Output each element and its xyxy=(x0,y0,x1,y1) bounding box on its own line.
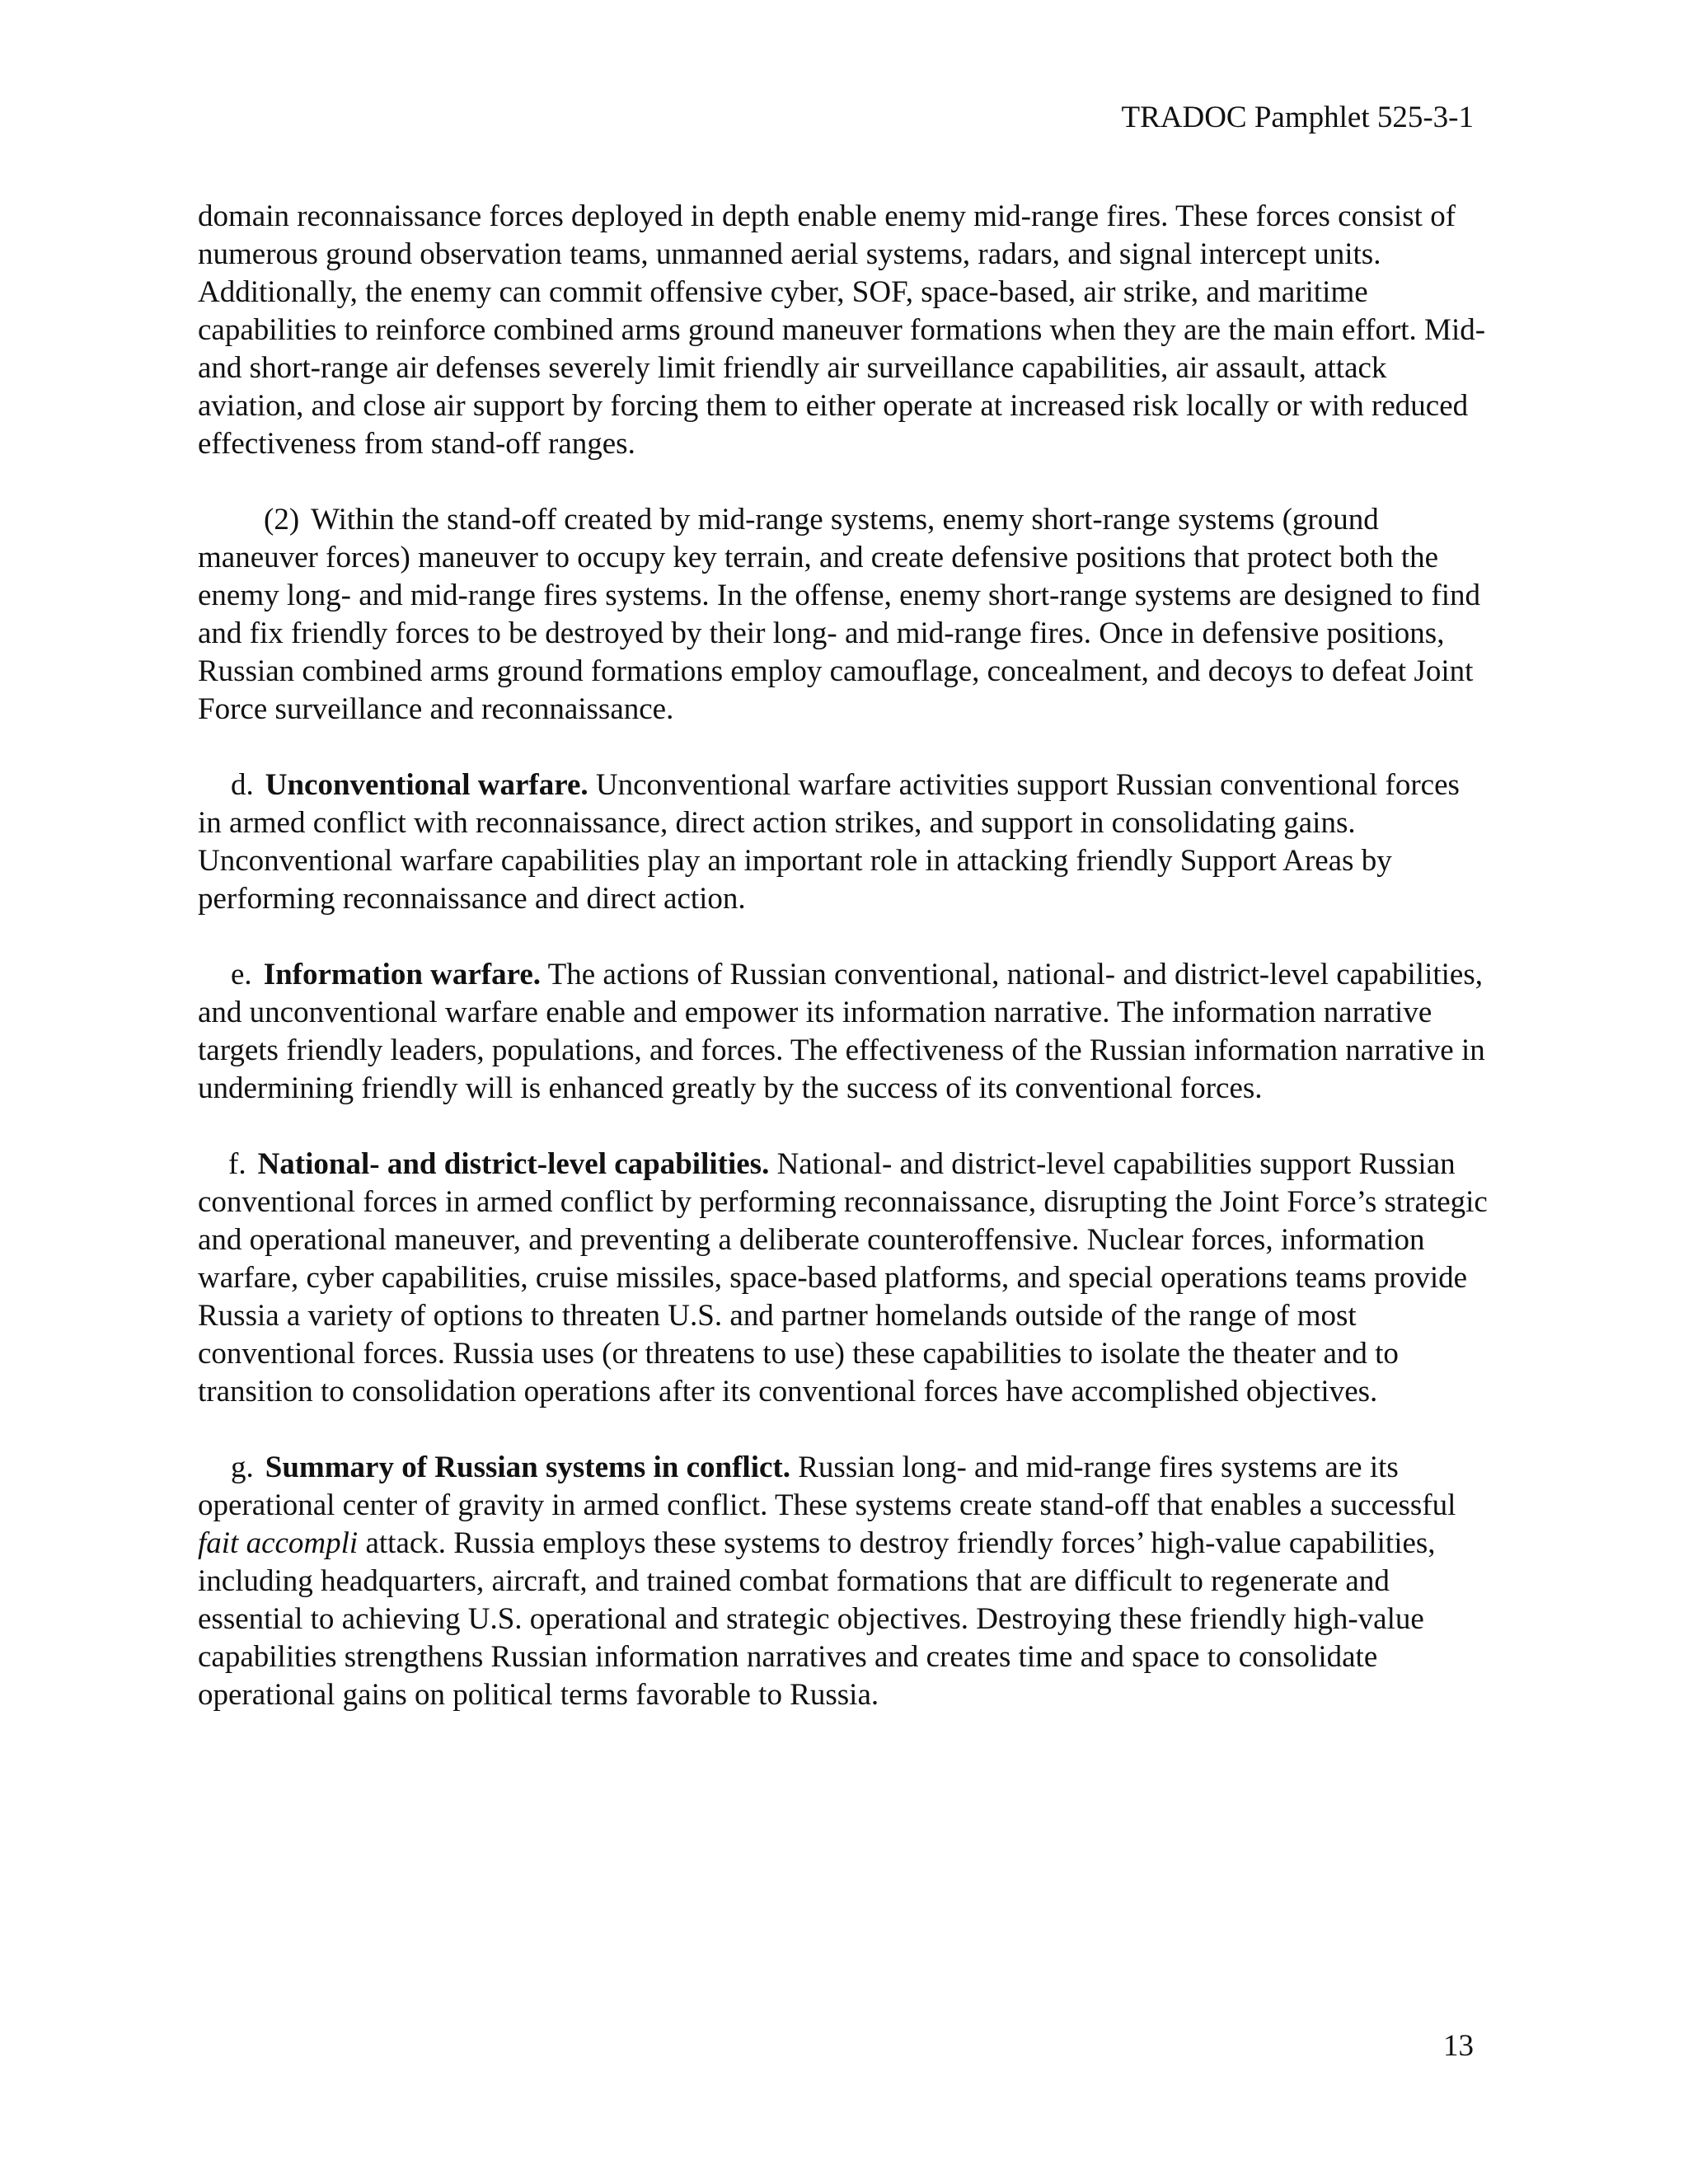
paragraph-text: Within the stand-off created by mid-range systems, enemy short-range systems (ground maneuver forces) maneuver to occupy key terrain, and create defensive positions that protect both the enemy long- and mid-range fires systems. In the offense, enemy short-range systems are designed to find and fix friendly forces to be destroyed by their long- and mid-range fires. Once in defensive positions, Russian combined arms ground formations employ camouflage, concealment, and decoys to defeat Joint Force surveillance and reconnaissance. xyxy=(198,503,1480,726)
paragraph-d xyxy=(198,766,1488,918)
paragraph-heading: National- and district-level capabilities. xyxy=(257,1147,770,1181)
page-header xyxy=(1121,99,1474,137)
paragraph-e xyxy=(198,956,1488,1108)
paragraph-label: (2) xyxy=(264,503,300,537)
paragraph-label: e. xyxy=(231,958,252,991)
paragraph-f xyxy=(198,1146,1488,1411)
paragraph-heading: Information warfare. xyxy=(263,958,542,991)
document-body xyxy=(198,198,1488,1752)
paragraph-text: National- and district-level capabilities support Russian conventional forces in armed conflict by performing reconnaissance, disrupting the Joint Force’s strategic and operational maneuver, and preventing a deliberate counteroffensive. Nuclear forces, information warfare, cyber capabilities, cruise missiles, space-based platforms, and special operations teams provide Russia a variety of options to threaten U.S. and partner homelands outside of the range of most conventional forces. Russia uses (or threatens to use) these capabilities to isolate the theater and to transition to consolidation operations after its conventional forces have accomplished objectives. xyxy=(198,1147,1488,1408)
paragraph-text: Unconventional warfare activities support Russian conventional forces in armed conflict with reconnaissance, direct action strikes, and support in consolidating gains. Unconventional warfare capabilities play an important role in attacking friendly Support Areas by performing reconnaissance and direct action. xyxy=(198,768,1460,916)
page-number xyxy=(1443,2027,1474,2065)
paragraph-continued xyxy=(198,198,1488,463)
italic-term: fait accompli xyxy=(198,1526,359,1560)
page-number-text: 13 xyxy=(1443,2029,1474,2063)
paragraph-heading: Summary of Russian systems in conflict. xyxy=(265,1451,790,1484)
paragraph-label: d. xyxy=(231,768,254,802)
paragraph-text: attack. Russia employs these systems to destroy friendly forces’ high-value capabilities, including headquarters, aircraft, and trained combat formations that are difficult to regenerate and essential to achieving U.S. operational and strategic objectives. Destroying these friendly high-value capabilities strengthens Russian information narratives and creates time and space to consolidate operational gains on political terms favorable to Russia. xyxy=(198,1526,1436,1712)
paragraph-text: Russian long- and mid-range fires systems are its operational center of gravity in armed conflict. These systems create stand-off that enables a successful xyxy=(198,1451,1456,1522)
paragraph-heading: Unconventional warfare. xyxy=(265,768,588,802)
paragraph-text: The actions of Russian conventional, national- and district-level capabilities, and unconventional warfare enable and empower its information narrative. The information narrative targets friendly leaders, populations, and forces. The effectiveness of the Russian information narrative in undermining friendly will is enhanced greatly by the success of its conventional forces. xyxy=(198,958,1485,1105)
paragraph-label: g. xyxy=(231,1451,254,1484)
paragraph-c-2 xyxy=(198,501,1488,729)
paragraph-text: domain reconnaissance forces deployed in depth enable enemy mid-range fires. These forces consist of numerous ground observation teams, unmanned aerial systems, radars, and signal intercept units. Additionally, the enemy can commit offensive cyber, SOF, space-based, air strike, and maritime capabilities to reinforce combined arms ground maneuver formations when they are the main effort. Mid- and short-range air defenses severely limit friendly air surveillance capabilities, air assault, attack aviation, and close air support by forcing them to either operate at increased risk locally or with reduced effectiveness from stand-off ranges. xyxy=(198,199,1486,461)
paragraph-g xyxy=(198,1449,1488,1714)
paragraph-label: f. xyxy=(228,1147,246,1181)
document-title: TRADOC Pamphlet 525-3-1 xyxy=(1121,101,1474,134)
